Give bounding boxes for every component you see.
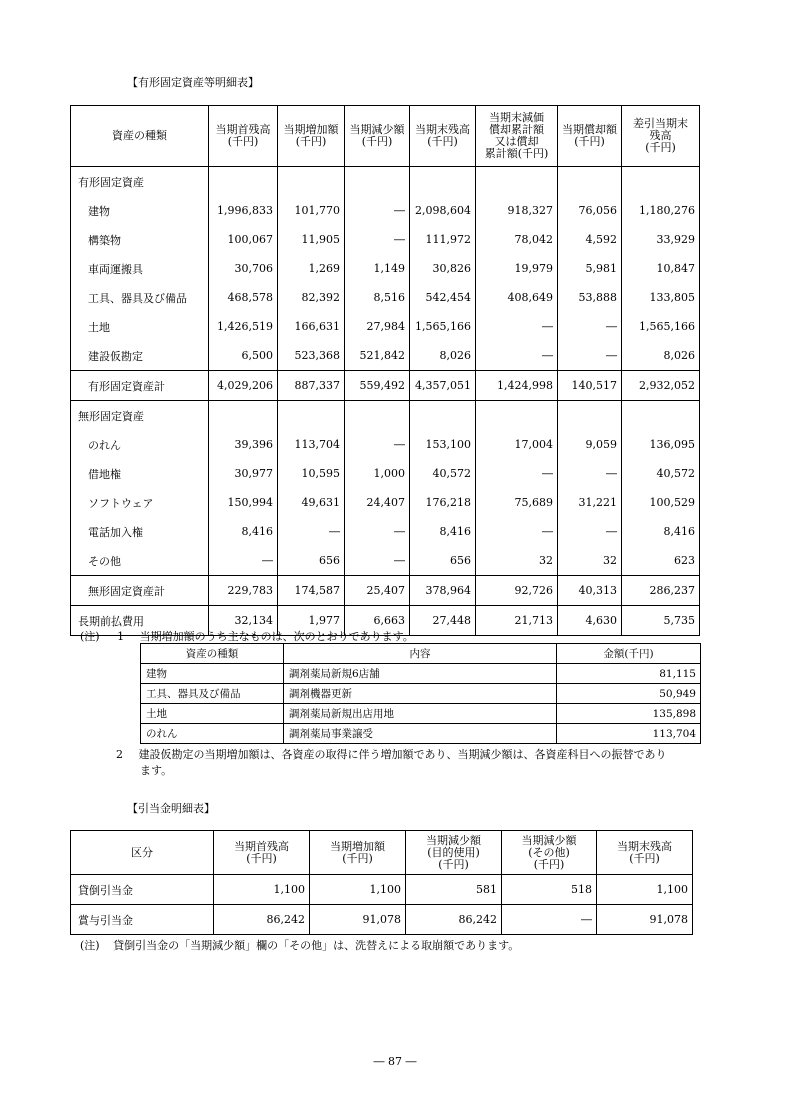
cell: 31,221: [558, 488, 622, 517]
cell-amount: 113,704: [557, 724, 701, 744]
row-label: ソフトウェア: [71, 488, 209, 517]
col-header: 金額(千円): [557, 644, 701, 664]
cell: 286,237: [622, 576, 700, 606]
group-label: 有形固定資産: [71, 167, 209, 197]
row-label: 建物: [71, 196, 209, 225]
cell: 581: [406, 875, 502, 905]
col-header: 当期首残高 (千円): [209, 106, 278, 167]
col-header: 資産の種類: [71, 106, 209, 167]
note-prefix: (注): [80, 630, 100, 643]
cell: 25,407: [345, 576, 410, 606]
cell-content: 調剤薬局新規出店用地: [284, 704, 557, 724]
table-row: [71, 517, 700, 546]
row-label: 有形固定資産計: [71, 371, 209, 401]
cell-amount: 135,898: [557, 704, 701, 724]
total-row: [71, 576, 700, 606]
cell: 4,630: [558, 606, 622, 636]
cell: ―: [345, 546, 410, 576]
cell: 40,572: [622, 459, 700, 488]
cell: 918,327: [476, 196, 558, 225]
note-2: [116, 746, 667, 762]
col-header: 当期末残高 (千円): [410, 106, 476, 167]
cell: 8,416: [209, 517, 278, 546]
cell: 32: [476, 546, 558, 576]
table-row: [141, 724, 701, 744]
cell: ―: [345, 196, 410, 225]
cell: 521,842: [345, 341, 410, 371]
cell: 1,426,519: [209, 312, 278, 341]
table-row: [71, 341, 700, 371]
cell: ―: [476, 459, 558, 488]
cell: 4,029,206: [209, 371, 278, 401]
cell: 86,242: [406, 905, 502, 935]
cell: 1,100: [597, 875, 693, 905]
cell: 100,067: [209, 225, 278, 254]
note-number: 2: [116, 748, 123, 761]
cell: 8,416: [622, 517, 700, 546]
row-label: 長期前払費用: [71, 606, 209, 636]
cell: 1,149: [345, 254, 410, 283]
cell: 4,592: [558, 225, 622, 254]
cell: 21,713: [476, 606, 558, 636]
cell: 153,100: [410, 430, 476, 459]
cell: ―: [476, 341, 558, 371]
cell: 40,572: [410, 459, 476, 488]
intangible-rows: [71, 430, 700, 576]
table-header-row: [71, 831, 693, 875]
cell: 166,631: [278, 312, 345, 341]
cell: 78,042: [476, 225, 558, 254]
table-row: [141, 664, 701, 684]
cell: 140,517: [558, 371, 622, 401]
note-prefix: (注): [80, 939, 100, 952]
cell: 174,587: [278, 576, 345, 606]
cell: 5,981: [558, 254, 622, 283]
cell-type: 土地: [141, 704, 284, 724]
col-header: 当期減少額 (目的使用) (千円): [406, 831, 502, 875]
col-header: 当期増加額 (千円): [278, 106, 345, 167]
cell: ―: [558, 459, 622, 488]
cell: 19,979: [476, 254, 558, 283]
row-label: 建設仮勘定: [71, 341, 209, 371]
cell: 468,578: [209, 283, 278, 312]
cell: ―: [345, 225, 410, 254]
increase-detail-table: [140, 643, 701, 744]
cell: 30,977: [209, 459, 278, 488]
cell: 1,996,833: [209, 196, 278, 225]
row-label: 構築物: [71, 225, 209, 254]
section-title-allowances: 【引当金明細表】: [127, 802, 215, 815]
cell-type: のれん: [141, 724, 284, 744]
cell: 656: [410, 546, 476, 576]
table-row: [71, 488, 700, 517]
cell: 176,218: [410, 488, 476, 517]
cell: 1,565,166: [410, 312, 476, 341]
cell: 136,095: [622, 430, 700, 459]
cell: ―: [502, 905, 597, 935]
table-row: [71, 312, 700, 341]
cell: 1,424,998: [476, 371, 558, 401]
cell: 518: [502, 875, 597, 905]
table-row: [141, 684, 701, 704]
cell: 40,313: [558, 576, 622, 606]
cell: 33,929: [622, 225, 700, 254]
cell-content: 調剤薬局新規6店舗: [284, 664, 557, 684]
cell: 111,972: [410, 225, 476, 254]
cell: 100,529: [622, 488, 700, 517]
cell: 30,706: [209, 254, 278, 283]
cell: 39,396: [209, 430, 278, 459]
cell: ―: [278, 517, 345, 546]
col-header: 区分: [71, 831, 214, 875]
cell-amount: 81,115: [557, 664, 701, 684]
table-row: [71, 254, 700, 283]
cell: 86,242: [214, 905, 310, 935]
note-3: [80, 937, 519, 953]
col-header: 資産の種類: [141, 644, 284, 664]
cell: 32,134: [209, 606, 278, 636]
cell: 1,977: [278, 606, 345, 636]
section-title-fixed-assets: 【有形固定資産等明細表】: [127, 76, 259, 89]
cell-type: 建物: [141, 664, 284, 684]
cell: 1,565,166: [622, 312, 700, 341]
cell: 10,595: [278, 459, 345, 488]
cell: 887,337: [278, 371, 345, 401]
cell: 113,704: [278, 430, 345, 459]
table-header-row: [141, 644, 701, 664]
cell: 8,026: [622, 341, 700, 371]
row-label: 車両運搬具: [71, 254, 209, 283]
cell: 17,004: [476, 430, 558, 459]
note-text: 貸倒引当金の「当期減少額」欄の「その他」は、洗替えによる取崩額であります。: [113, 939, 520, 952]
cell: 24,407: [345, 488, 410, 517]
cell: 408,649: [476, 283, 558, 312]
total-row: [71, 371, 700, 401]
cell: 623: [622, 546, 700, 576]
cell: 10,847: [622, 254, 700, 283]
row-label: 電話加入権: [71, 517, 209, 546]
row-label: 無形固定資産計: [71, 576, 209, 606]
cell: 6,663: [345, 606, 410, 636]
fixed-assets-table: [70, 105, 700, 636]
cell: ―: [558, 517, 622, 546]
cell: 11,905: [278, 225, 345, 254]
row-label: その他: [71, 546, 209, 576]
cell: 27,448: [410, 606, 476, 636]
cell: ―: [558, 341, 622, 371]
cell: 2,098,604: [410, 196, 476, 225]
table-row: [71, 225, 700, 254]
table-row: [71, 546, 700, 576]
group-row: [71, 401, 700, 431]
cell: 150,994: [209, 488, 278, 517]
col-header: 当期減少額 (その他) (千円): [502, 831, 597, 875]
col-header: 当期増加額 (千円): [310, 831, 406, 875]
cell: 53,888: [558, 283, 622, 312]
cell: ―: [558, 312, 622, 341]
col-header: 当期減少額 (千円): [345, 106, 410, 167]
table-row: [71, 905, 693, 935]
cell: 82,392: [278, 283, 345, 312]
cell: 378,964: [410, 576, 476, 606]
cell: ―: [209, 546, 278, 576]
note-number: 1: [117, 630, 125, 643]
row-label: 賞与引当金: [71, 905, 214, 935]
cell: 1,180,276: [622, 196, 700, 225]
note-text: 当期増加額のうち主なものは、次のとおりであります。: [139, 630, 414, 643]
cell: 2,932,052: [622, 371, 700, 401]
tangible-rows: [71, 196, 700, 371]
cell: 542,454: [410, 283, 476, 312]
col-header: 内容: [284, 644, 557, 664]
cell: 133,805: [622, 283, 700, 312]
cell: 4,357,051: [410, 371, 476, 401]
cell: ―: [345, 517, 410, 546]
cell: 27,984: [345, 312, 410, 341]
row-label: のれん: [71, 430, 209, 459]
cell: 523,368: [278, 341, 345, 371]
cell: 1,100: [310, 875, 406, 905]
cell: 1,100: [214, 875, 310, 905]
cell: 91,078: [597, 905, 693, 935]
table-row: [141, 704, 701, 724]
cell: 49,631: [278, 488, 345, 517]
col-header: 当期償却額 (千円): [558, 106, 622, 167]
cell: 30,826: [410, 254, 476, 283]
cell: 92,726: [476, 576, 558, 606]
table-row: [71, 459, 700, 488]
allowance-table: [70, 830, 693, 935]
note-text: 建設仮勘定の当期増加額は、各資産の取得に伴う増加額であり、当期減少額は、各資産科目への振替であり: [138, 748, 667, 761]
col-header: 当期末残高 (千円): [597, 831, 693, 875]
group-row: [71, 167, 700, 197]
cell: 8,026: [410, 341, 476, 371]
cell: 9,059: [558, 430, 622, 459]
cell: 229,783: [209, 576, 278, 606]
table-row: [71, 283, 700, 312]
cell: 75,689: [476, 488, 558, 517]
note-1: [80, 628, 414, 644]
row-label: 貸倒引当金: [71, 875, 214, 905]
cell-content: 調剤機器更新: [284, 684, 557, 704]
cell: ―: [476, 517, 558, 546]
col-header: 当期首残高 (千円): [214, 831, 310, 875]
note-2-cont: ます。: [140, 764, 173, 777]
page-number: ― 87 ―: [373, 1055, 417, 1068]
cell: ―: [476, 312, 558, 341]
cell: 1,269: [278, 254, 345, 283]
cell: ―: [345, 430, 410, 459]
cell: 32: [558, 546, 622, 576]
row-label: 借地権: [71, 459, 209, 488]
row-label: 工具、器具及び備品: [71, 283, 209, 312]
table-row: [71, 875, 693, 905]
cell: 6,500: [209, 341, 278, 371]
cell-amount: 50,949: [557, 684, 701, 704]
cell: 5,735: [622, 606, 700, 636]
cell: 8,516: [345, 283, 410, 312]
col-header: 差引当期末 残高 (千円): [622, 106, 700, 167]
cell-type: 工具、器具及び備品: [141, 684, 284, 704]
table-header-row: [71, 106, 700, 167]
group-label: 無形固定資産: [71, 401, 209, 431]
cell: 101,770: [278, 196, 345, 225]
table-row: [71, 196, 700, 225]
allowance-rows: [71, 875, 693, 935]
cell: 8,416: [410, 517, 476, 546]
table-row: [71, 430, 700, 459]
cell: 1,000: [345, 459, 410, 488]
increase-detail-rows: [141, 664, 701, 744]
cell: 91,078: [310, 905, 406, 935]
cell: 76,056: [558, 196, 622, 225]
cell: 559,492: [345, 371, 410, 401]
row-label: 土地: [71, 312, 209, 341]
cell-content: 調剤薬局事業譲受: [284, 724, 557, 744]
col-header: 当期末減価 償却累計額 又は償却 累計額(千円): [476, 106, 558, 167]
cell: 656: [278, 546, 345, 576]
